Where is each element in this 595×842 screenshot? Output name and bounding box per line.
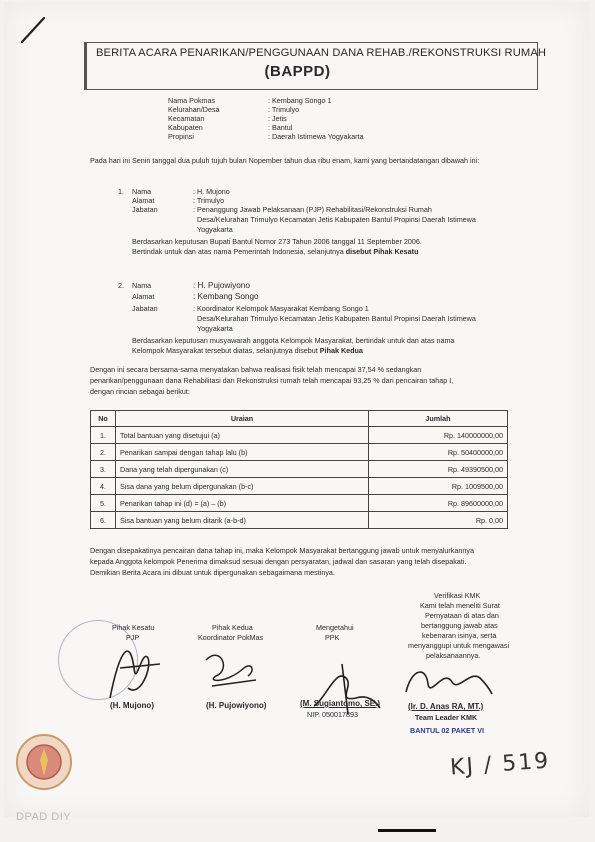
table-row bbox=[91, 512, 508, 529]
party-position: Yogyakarta bbox=[197, 225, 233, 234]
verification-line: kebenaran isinya, serta bbox=[422, 631, 497, 640]
row-uraian: Dana yang telah dipergunakan (c) bbox=[116, 461, 369, 478]
identity-value: : Daerah Istimewa Yogyakarta bbox=[268, 132, 364, 141]
closing-line: Dengan disepakatinya pencairan dana tahap ini, maka Kelompok Masyarakat bertanggung jawab untuk menyalurkannya bbox=[90, 546, 474, 555]
table-header-row bbox=[91, 411, 508, 427]
table-row bbox=[91, 427, 508, 444]
row-uraian: Sisa dana yang belum dipergunakan (b-c) bbox=[116, 478, 369, 495]
party-basis: Berdasarkan keputusan Bupati Bantul Nomor 273 Tahun 2006 tanggal 11 September 2006. bbox=[132, 237, 422, 246]
kmk-stamp-text: BANTUL 02 PAKET VI bbox=[410, 726, 485, 735]
handwritten-reference: KJ / 519 bbox=[449, 748, 552, 781]
party-position: : Penanggung Jawab Pelaksanaan (PJP) Rehabilitasi/Rekonstruksi Rumah bbox=[193, 205, 432, 214]
party-position: Desa/Kelurahan Trimulyo Kecamatan Jetis Kabupaten Bantul Propinsi Daerah Istimewa bbox=[197, 215, 476, 224]
party-position: Yogyakarta bbox=[197, 324, 233, 333]
row-uraian: Penarikan sampai dengan tahap lalu (b) bbox=[116, 444, 369, 461]
table-row bbox=[91, 444, 508, 461]
field-label: Alamat bbox=[132, 292, 155, 301]
row-no: 6. bbox=[91, 512, 116, 529]
row-uraian: Sisa bantuan yang belum ditarik (a-b-d) bbox=[116, 512, 369, 529]
table-row bbox=[91, 478, 508, 495]
row-jumlah: Rp. 0,00 bbox=[369, 512, 508, 529]
statement-line: penarikan/penggunaan dana Rehabilitasi dan Rekonstruksi rumah telah mencapai 93,25 % dari pencairan tahap I, bbox=[90, 376, 454, 385]
signatory-name: (H. Mujono) bbox=[110, 701, 154, 710]
party-name: : H. Mujono bbox=[193, 187, 230, 196]
signature-ppk bbox=[306, 658, 386, 718]
row-uraian: Penarikan tahap ini (d) = (a) – (b) bbox=[116, 495, 369, 512]
row-jumlah: Rp. 49390500,00 bbox=[369, 461, 508, 478]
signatory-name: (Ir. D. Anas RA, MT.) bbox=[408, 702, 484, 711]
row-no: 4. bbox=[91, 478, 116, 495]
signatory-title: Koordinator PokMas bbox=[198, 633, 264, 642]
signature-h-mujono bbox=[90, 628, 170, 708]
column-header-uraian: Uraian bbox=[116, 411, 369, 427]
signature-h-pujowiyono bbox=[196, 640, 266, 692]
signature-kmk bbox=[400, 660, 496, 702]
verification-line: pelaksanaannya. bbox=[426, 651, 481, 660]
signatory-title: Mengetahui bbox=[316, 623, 354, 632]
field-label: Alamat bbox=[132, 196, 155, 205]
identity-label: Kelurahan/Desa bbox=[168, 105, 220, 114]
identity-value: : Trimulyo bbox=[268, 105, 300, 114]
signatory-name: (H. Pujowiyono) bbox=[206, 701, 267, 710]
identity-label: Kabupaten bbox=[168, 123, 203, 132]
verification-line: Pernyataan di atas dan bbox=[425, 611, 499, 620]
identity-label: Nama Pokmas bbox=[168, 96, 216, 105]
bottom-bar bbox=[378, 829, 436, 832]
party-acting: Bertindak untuk dan atas nama Pemerintah Indonesia, selanjutnya disebut Pihak Kesatu bbox=[132, 247, 419, 256]
row-jumlah: Rp. 89600000,00 bbox=[369, 495, 508, 512]
party-number: 1. bbox=[118, 187, 124, 196]
row-jumlah: Rp. 140000000,00 bbox=[369, 427, 508, 444]
signatory-title: PPK bbox=[325, 633, 340, 642]
document-subtitle: (BAPPD) bbox=[264, 63, 331, 80]
party-position: Desa/Kelurahan Trimulyo Kecamatan Jetis Kabupaten Bantul Propinsi Daerah Istimewa bbox=[197, 314, 476, 323]
signatory-title: Team Leader KMK bbox=[415, 713, 478, 722]
signatory-title: Pihak Kesatu bbox=[112, 623, 155, 632]
identity-label: Kecamatan bbox=[168, 114, 205, 123]
signatory-title: PJP bbox=[126, 633, 140, 642]
field-label: Nama bbox=[132, 281, 152, 290]
row-jumlah: Rp. 1009500,00 bbox=[369, 478, 508, 495]
field-label: Nama bbox=[132, 187, 152, 196]
row-no: 1. bbox=[91, 427, 116, 444]
row-no: 3. bbox=[91, 461, 116, 478]
verification-line: menyanggupi untuk mengawasi bbox=[408, 641, 510, 650]
row-uraian: Total bantuan yang disetujui (a) bbox=[116, 427, 369, 444]
table-row bbox=[91, 495, 508, 512]
identity-value: : Jetis bbox=[268, 114, 287, 123]
signatory-nip: NIP. 050017893 bbox=[307, 710, 359, 719]
party-name: : H. Pujowiyono bbox=[193, 281, 250, 290]
signatory-name: (M. Sugiantomo, SE.) bbox=[300, 699, 380, 708]
party-position: : Koordinator Kelompok Masyarakat Kembang Songo 1 bbox=[193, 304, 369, 313]
column-header-no: No bbox=[91, 411, 116, 427]
row-no: 5. bbox=[91, 495, 116, 512]
party-basis: Berdasarkan keputusan musyawarah anggota Kelompok Masyarakat, bertindak untuk dan atas nama bbox=[132, 336, 455, 345]
pen-mark bbox=[18, 14, 48, 46]
statement-line: Dengan ini secara bersama-sama menyatakan bahwa realisasi fisik telah mencapai 37,54 % sedangkan bbox=[90, 365, 422, 374]
verification-line: Kami telah meneliti Surat bbox=[420, 601, 500, 610]
row-jumlah: Rp. 50400000,00 bbox=[369, 444, 508, 461]
identity-value: : Kembang Songo 1 bbox=[268, 96, 332, 105]
party-number: 2. bbox=[118, 281, 124, 290]
field-label: Jabatan bbox=[132, 304, 158, 313]
identity-value: : Bantul bbox=[268, 123, 293, 132]
signatory-title: Pihak Kedua bbox=[212, 623, 253, 632]
watermark: DPAD DIY bbox=[16, 811, 72, 823]
row-no: 2. bbox=[91, 444, 116, 461]
verification-line: Verifikasi KMK bbox=[434, 591, 481, 600]
column-header-jumlah: Jumlah bbox=[369, 411, 508, 427]
closing-line: Demikian Berita Acara ini dibuat untuk dipergunakan sebagaimana mestinya. bbox=[90, 568, 335, 577]
verification-line: bertanggung jawab atas bbox=[421, 621, 498, 630]
field-label: Jabatan bbox=[132, 205, 158, 214]
party-address: : Trimulyo bbox=[193, 196, 225, 205]
rincian-table bbox=[90, 410, 508, 529]
table-row bbox=[91, 461, 508, 478]
identity-label: Propinsi bbox=[168, 132, 194, 141]
statement-line: dengan rincian sebagai berikut: bbox=[90, 387, 190, 396]
emblem-logo bbox=[14, 730, 74, 794]
document-title: BERITA ACARA PENARIKAN/PENGGUNAAN DANA REHAB./REKONSTRUKSI RUMAH bbox=[96, 47, 547, 59]
closing-line: kepada Anggota kelompok Penerima dimaksud sesuai dengan persyaratan, jadwal dan sasaran yang telah disepakati. bbox=[90, 557, 467, 566]
intro-paragraph: Pada hari ini Senin tanggal dua puluh tujuh bulan Nopember tahun dua ribu enam, kami yang bertandatangan dibawah ini: bbox=[90, 156, 480, 165]
party-address: : Kembang Songo bbox=[193, 292, 259, 301]
party-basis: Kelompok Masyarakat tersebut diatas, selanjutnya disebut Pihak Kedua bbox=[132, 346, 363, 355]
